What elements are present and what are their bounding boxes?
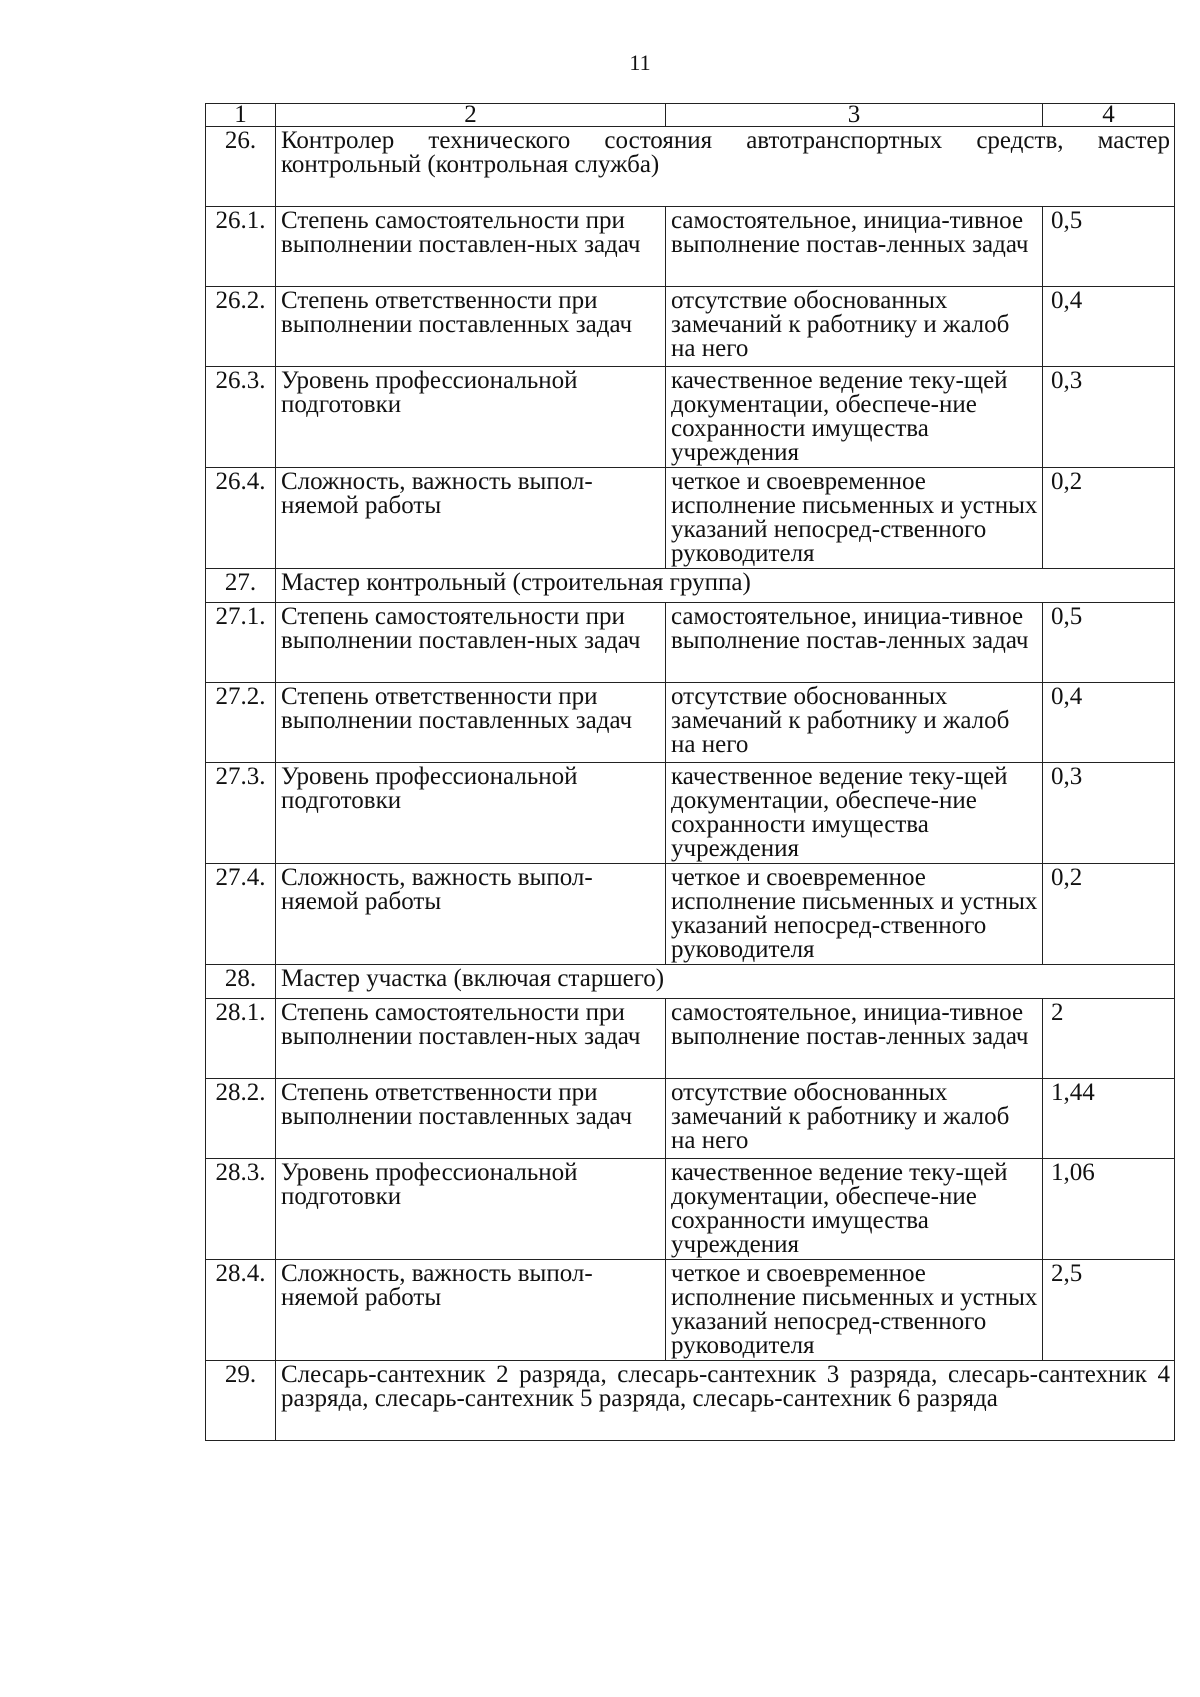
indicator-cell: самостоятельное, инициа-тивное выполнение постав-ленных задач: [666, 603, 1043, 683]
section-title: Мастер контрольный (строительная группа): [276, 569, 1175, 603]
value-cell: 0,5: [1043, 207, 1175, 287]
criteria-table: [205, 103, 1175, 1441]
criterion-cell: Уровень профессиональной подготовки: [276, 763, 666, 864]
item-number: 26.3.: [206, 367, 276, 468]
column-number-cell: 3: [666, 104, 1043, 127]
indicator-cell: отсутствие обоснованных замечаний к работнику и жалоб на него: [666, 287, 1043, 367]
criterion-cell: Степень ответственности при выполнении поставленных задач: [276, 683, 666, 763]
criterion-cell: Сложность, важность выпол-няемой работы: [276, 1260, 666, 1361]
column-number-cell: 1: [206, 104, 276, 127]
table-body: [206, 101, 1175, 1441]
item-number: 26.1.: [206, 207, 276, 287]
indicator-cell: четкое и своевременное исполнение письменных и устных указаний непосред-ственного руководителя: [666, 468, 1043, 569]
criterion-cell: Уровень профессиональной подготовки: [276, 1159, 666, 1260]
column-number-cell: 4: [1043, 104, 1175, 127]
item-number: 27.2.: [206, 683, 276, 763]
item-number: 28.3.: [206, 1159, 276, 1260]
criterion-row: [206, 864, 1175, 965]
section-row: [206, 1361, 1175, 1441]
section-title: Мастер участка (включая старшего): [276, 965, 1175, 999]
criterion-row: [206, 468, 1175, 569]
criterion-row: [206, 207, 1175, 287]
indicator-cell: самостоятельное, инициа-тивное выполнение постав-ленных задач: [666, 207, 1043, 287]
value-cell: 0,3: [1043, 763, 1175, 864]
section-row: [206, 569, 1175, 603]
criterion-cell: Степень ответственности при выполнении поставленных задач: [276, 1079, 666, 1159]
section-title: Контролер технического состояния автотранспортных средств, мастер контрольный (контрольная служба): [276, 127, 1175, 207]
criterion-cell: Сложность, важность выпол-няемой работы: [276, 864, 666, 965]
criterion-row: [206, 763, 1175, 864]
item-number: 27.1.: [206, 603, 276, 683]
section-number: 26.: [206, 127, 276, 207]
criterion-row: [206, 1159, 1175, 1260]
item-number: 27.3.: [206, 763, 276, 864]
indicator-cell: качественное ведение теку-щей документации, обеспече-ние сохранности имущества учреждения: [666, 763, 1043, 864]
value-cell: 1,06: [1043, 1159, 1175, 1260]
page-number: 11: [629, 50, 651, 75]
criterion-cell: Степень ответственности при выполнении поставленных задач: [276, 287, 666, 367]
value-cell: 2: [1043, 999, 1175, 1079]
criterion-row: [206, 603, 1175, 683]
criterion-row: [206, 367, 1175, 468]
value-cell: 0,3: [1043, 367, 1175, 468]
section-number: 28.: [206, 965, 276, 999]
item-number: 28.2.: [206, 1079, 276, 1159]
section-number: 29.: [206, 1361, 276, 1441]
criterion-cell: Степень самостоятельности при выполнении поставлен-ных задач: [276, 603, 666, 683]
item-number: 27.4.: [206, 864, 276, 965]
criterion-row: [206, 683, 1175, 763]
value-cell: 0,5: [1043, 603, 1175, 683]
item-number: 26.4.: [206, 468, 276, 569]
section-number: 27.: [206, 569, 276, 603]
value-cell: 0,4: [1043, 683, 1175, 763]
indicator-cell: отсутствие обоснованных замечаний к работнику и жалоб на него: [666, 1079, 1043, 1159]
section-row: [206, 965, 1175, 999]
criterion-cell: Уровень профессиональной подготовки: [276, 367, 666, 468]
criterion-row: [206, 1079, 1175, 1159]
section-title: Слесарь-сантехник 2 разряда, слесарь-сантехник 3 разряда, слесарь-сантехник 4 разряда, слесарь-сантехник 5 разряда, слесарь-сантехник 6 разряда: [276, 1361, 1175, 1441]
value-cell: 1,44: [1043, 1079, 1175, 1159]
item-number: 28.4.: [206, 1260, 276, 1361]
value-cell: 0,4: [1043, 287, 1175, 367]
indicator-cell: качественное ведение теку-щей документации, обеспече-ние сохранности имущества учреждения: [666, 367, 1043, 468]
criterion-cell: Сложность, важность выпол-няемой работы: [276, 468, 666, 569]
criterion-row: [206, 1260, 1175, 1361]
indicator-cell: четкое и своевременное исполнение письменных и устных указаний непосред-ственного руководителя: [666, 864, 1043, 965]
column-number-cell: 2: [276, 104, 666, 127]
item-number: 26.2.: [206, 287, 276, 367]
criterion-cell: Степень самостоятельности при выполнении поставлен-ных задач: [276, 207, 666, 287]
indicator-cell: качественное ведение теку-щей документации, обеспече-ние сохранности имущества учреждения: [666, 1159, 1043, 1260]
indicator-cell: отсутствие обоснованных замечаний к работнику и жалоб на него: [666, 683, 1043, 763]
criterion-row: [206, 287, 1175, 367]
column-number-row: [206, 104, 1175, 127]
value-cell: 0,2: [1043, 468, 1175, 569]
item-number: 28.1.: [206, 999, 276, 1079]
value-cell: 0,2: [1043, 864, 1175, 965]
value-cell: 2,5: [1043, 1260, 1175, 1361]
section-row: [206, 127, 1175, 207]
criterion-row: [206, 999, 1175, 1079]
criterion-cell: Степень самостоятельности при выполнении поставлен-ных задач: [276, 999, 666, 1079]
indicator-cell: самостоятельное, инициа-тивное выполнение постав-ленных задач: [666, 999, 1043, 1079]
indicator-cell: четкое и своевременное исполнение письменных и устных указаний непосред-ственного руководителя: [666, 1260, 1043, 1361]
